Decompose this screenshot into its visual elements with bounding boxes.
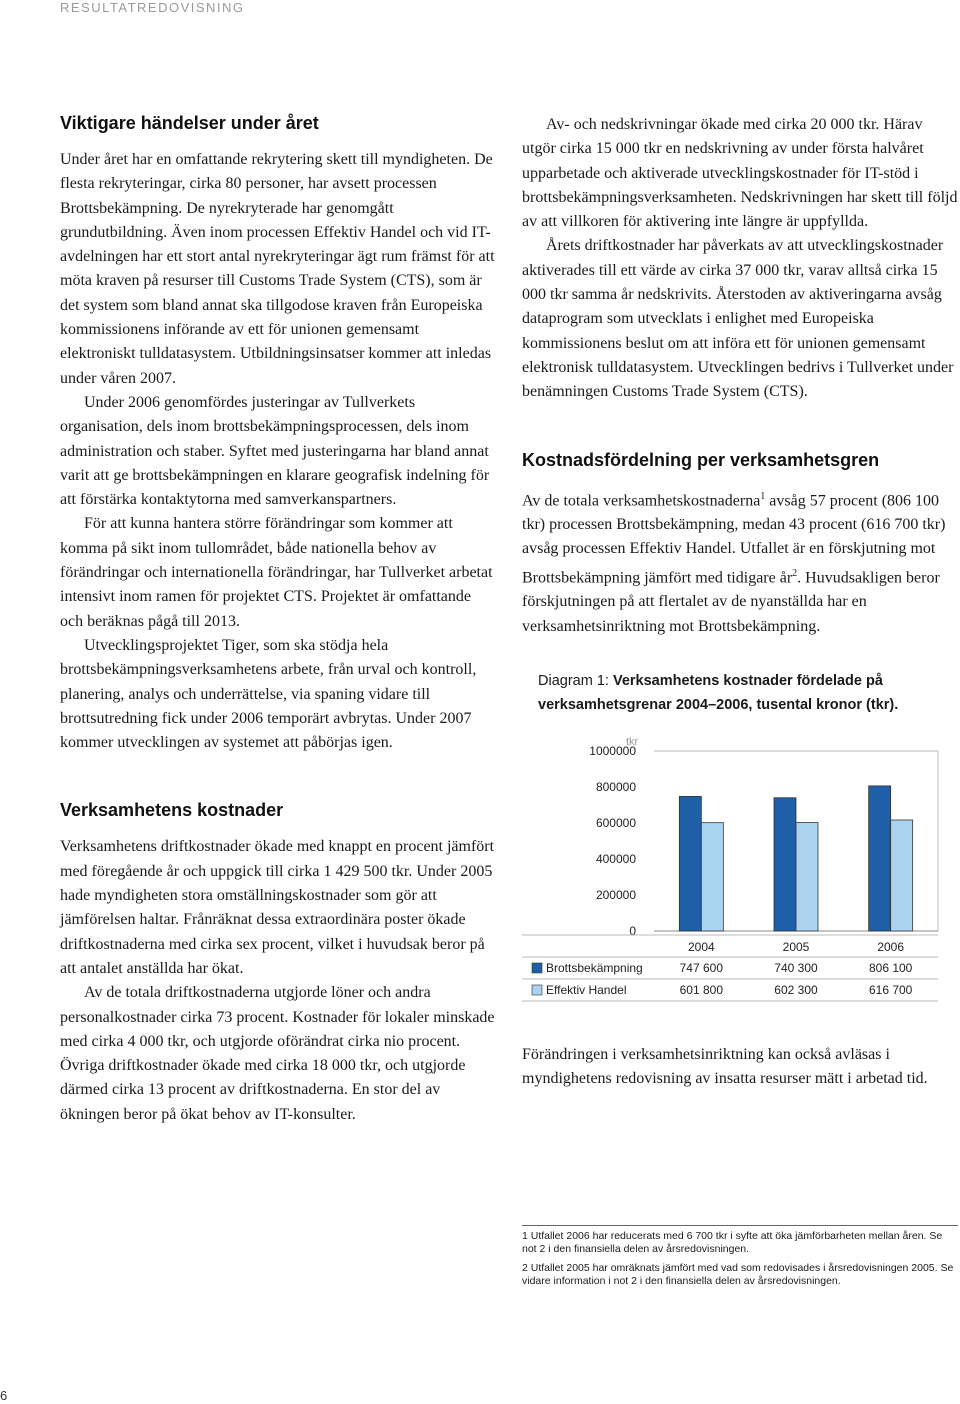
footnote: 1 Utfallet 2006 har reducerats med 6 700 tkr i syfte att öka jämförbarheten mellan åren. Se not 2 i den finansiella delen av årsredovisningen.	[522, 1230, 943, 1255]
unit-label: tkr	[626, 736, 639, 748]
section-title-distribution: Kostnadsfördelning per verksamhetsgren	[522, 449, 880, 470]
y-tick-label: 200000	[595, 888, 636, 902]
bar	[869, 786, 891, 931]
x-tick-label: 2004	[687, 940, 715, 954]
y-tick-label: 1000000	[589, 744, 636, 758]
data-label: 806 100	[868, 961, 913, 975]
paragraph: Förändringen i verksamhetsinriktning kan också avläsas i myndighetens redovisning av insatta resurser mätt i arbetad tid.	[522, 1046, 928, 1088]
bar	[796, 823, 818, 931]
footnotes	[522, 1225, 958, 1294]
y-tick-label: 0	[629, 924, 636, 938]
x-tick-label: 2005	[782, 940, 810, 954]
paragraph: Av- och nedskrivningar ökade med cirka 20 000 tkr. Härav utgör cirka 15 000 tkr en nedskrivning av under första halvåret upparbetade och aktiverade utvecklingskostnader för IT-stöd i brottsbekämpningsverksamheten. Nedskrivningen har skett till följd av att villkoren för aktivering inte längre är uppfyllda.	[522, 116, 958, 231]
data-label: 747 600	[679, 961, 724, 975]
paragraph: Årets driftkostnader har påverkats av att utvecklingskostnader aktiverades till ett värde av cirka 37 000 tkr, varav alltså cirka 15 000 tkr samma år nedskrivits. Återstoden av aktiveringarna avsåg dataprogram som utvecklats i enlighet med Europeiska kommissionens beslut om att införa ett för unionen gemensamt elektronisk tulldatasystem. Utvecklingen bedrivs i Tullverket under benämningen Customs Trade System (CTS).	[522, 237, 954, 401]
right-column	[522, 113, 958, 1092]
legend-label: Effektiv Handel	[546, 983, 627, 997]
bar	[679, 796, 701, 931]
footnote: 2 Utfallet 2005 har omräknats jämfört med vad som redovisades i årsredovisningen 2005. Se vidare information i not 2 i den finansiella delen av årsredovisningen.	[522, 1262, 954, 1287]
y-tick-label: 800000	[595, 780, 636, 794]
left-column	[60, 113, 496, 1127]
data-label: 602 300	[774, 983, 818, 997]
paragraph: Verksamhetens driftkostnader ökade med knappt en procent jämfört med föregående år och uppgick till cirka 1 429 500 tkr. Under 2005 hade myndigheten stora omställningskostnader som gör att jämförelsen haltar. Frånräknat dessa extraordinära poster ökade driftkostnaderna med cirka sex procent, vilket i huvudsak beror på att antalet anställda har ökat.	[60, 838, 495, 977]
bar-chart-svg	[522, 731, 958, 1031]
page-number: 6	[0, 1388, 8, 1403]
cost-chart	[522, 731, 958, 1031]
bar	[774, 798, 796, 931]
bar	[701, 823, 723, 931]
paragraph: Under året har en omfattande rekrytering skett till myndigheten. De flesta rekryteringar, cirka 80 personer, har avsett processen Brottsbekämpning. De nyrekryterade har genomgått grundutbildning. Även inom processen Effektiv Handel och vid IT-avdelningen har ett stort antal nyrekryteringar ägt rum främst för att möta kraven på resurser till Customs Trade System (CTS), som är det system som bland annat ska tillgodose kraven från Europeiska kommissionens införande av ett för unionen gemensamt elektroniskt tulldatasystem. Utbildningsinsatser kommer att inledas under våren 2007.	[60, 151, 495, 387]
paragraph: Utvecklingsprojektet Tiger, som ska stödja hela brottsbekämpningsverksamhetens arbete, från urval och kontroll, planering, analys och underrättelse, via spaning vidare till brottsutredning fick under 2006 temporärt avbrytas. Under 2007 kommer utvecklingen av systemet att påbörjas igen.	[60, 636, 477, 752]
y-tick-label: 600000	[595, 816, 636, 830]
paragraph: Under 2006 genomfördes justeringar av Tullverkets organisation, dels inom brottsbekämpningsprocessen, dels inom administration och staber. Syftet med justeringarna har bland annat varit att ge brottsbekämpningen en klarare geografisk indelning för att förstärka kontaktytorna med samverkanspartners.	[60, 393, 490, 509]
legend-swatch	[532, 963, 542, 973]
paragraph: Av de totala driftkostnaderna utgjorde löner och andra personalkostnader cirka 73 procent. Kostnader för lokaler minskade med cirka 4 000 tkr, och utgjorde oförändrat cirka nio procent. Övriga driftkostnader ökade med cirka 18 000 tkr, och utgjorde därmed cirka 13 procent av driftkostnaderna. En stor del av ökningen beror på ökat behov av IT-konsulter.	[60, 984, 495, 1123]
data-label: 616 700	[868, 983, 913, 997]
section-title-events: Viktigare händelser under året	[60, 113, 319, 133]
data-label: 740 300	[774, 961, 818, 975]
legend-label: Brottsbekämpning	[546, 961, 643, 975]
legend-swatch	[532, 985, 542, 995]
section-title-costs: Verksamhetens kostnader	[60, 800, 284, 821]
running-header: RESULTATREDOVISNING	[60, 0, 245, 15]
data-label: 601 800	[679, 983, 724, 997]
x-tick-label: 2006	[877, 940, 905, 954]
paragraph: För att kunna hantera större förändringar som kommer att komma på sikt inom tullområdet, både nationella behov av förändringar och internationella förändringar, har Tullverket arbetat intensivt inom ramen för projektet CTS. Projektet är omfattande och beräknas pågå till 2013.	[60, 515, 493, 630]
bar	[891, 820, 913, 931]
y-tick-label: 400000	[595, 852, 636, 866]
chart-caption: Diagram 1: Verksamhetens kostnader fördelade på verksamhetsgrenar 2004–2006, tusental kronor (tkr).	[538, 673, 899, 713]
paragraph: Av de totala verksamhetskostnaderna$^1$ avsåg 57 procent (806 100 tkr) processen Brottsbekämpning, medan 43 procent (616 700 tkr) avsåg processen Effektiv Handel. Utfallet är en förskjutning mot Brottsbekämpning jämfört med tidigare $år^2$. Huvudsakligen beror förskjutningen på att flertalet av de nyanställda har en verksamhetsinriktning mot Brottsbekämpning.	[522, 490, 946, 635]
